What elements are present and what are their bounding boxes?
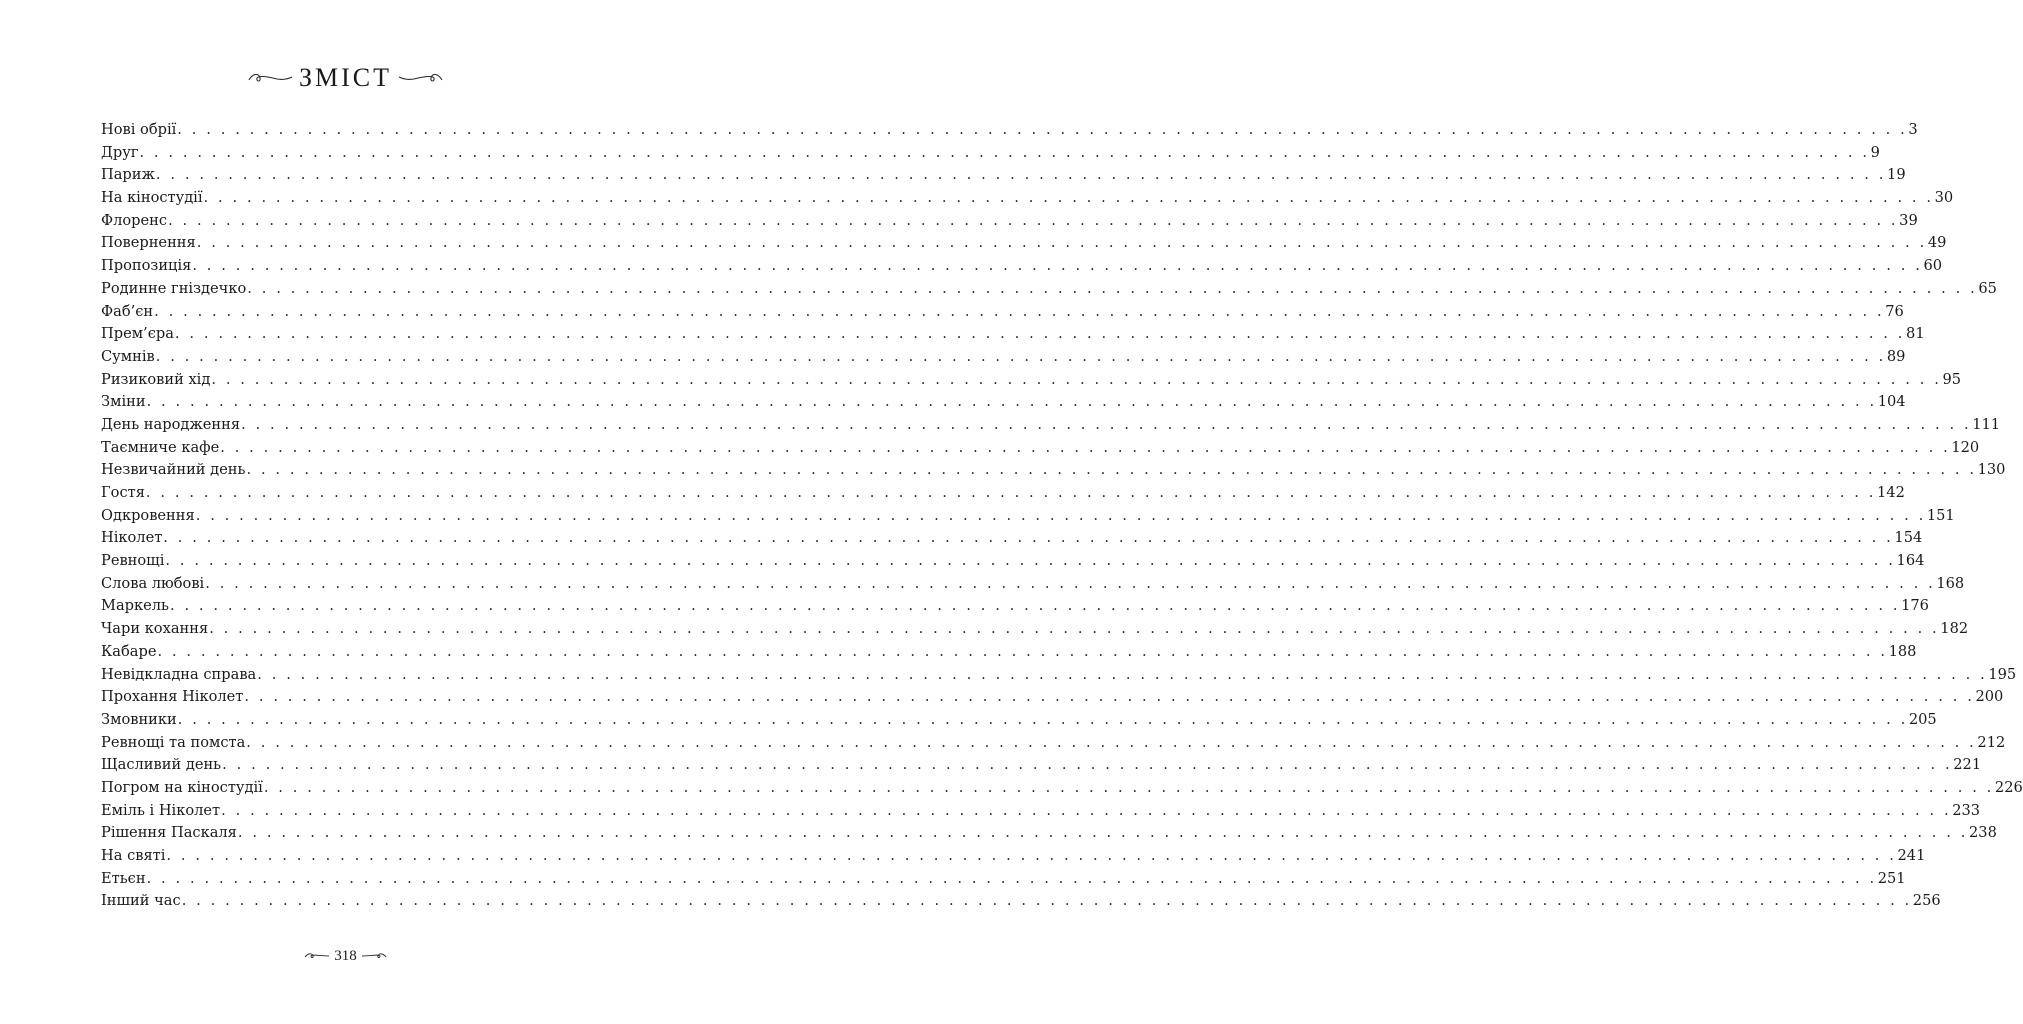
toc-entry [101,868,1906,891]
title-row [0,60,691,96]
toc-entry-page: 241 [1897,847,1926,864]
toc-dot-leader: . . . . . . . . . . . . . . . . . . . . . . . . . . . . . . . . . . . . . . . . . . . . . . . . . . . . . . . . . . . . . . . . . . . . . . . . . . . . . . . . . . . . . . . . . . . . . . . . . . . . . . . . . . . . . . . . . . . . . . . . [246,733,1977,751]
toc-entry [101,119,1918,142]
toc-entry [101,732,2006,755]
toc-entry-title: Одкровення [101,506,195,524]
toc-entry [101,414,2001,437]
page-number: 318 [334,947,357,964]
toc-entry-title: Рішення Паскаля [101,824,237,842]
toc-entry [101,527,1923,550]
toc-entry [101,142,1880,165]
toc-dot-leader: . . . . . . . . . . . . . . . . . . . . . . . . . . . . . . . . . . . . . . . . . . . . . . . . . . . . . . . . . . . . . . . . . . . . . . . . . . . . . . . . . . . . . . . . . . . . . . . . . . . . . . . . . . . . . . . . . . . . . . . . [263,778,1994,796]
toc-entry-page: 256 [1912,892,1941,910]
toc-dot-leader: . . . . . . . . . . . . . . . . . . . . . . . . . . . . . . . . . . . . . . . . . . . . . . . . . . . . . . . . . . . . . . . . . . . . . . . . . . . . . . . . . . . . . . . . . . . . . . . . . . . . . . . . . . . . . . . . . . . . . . . . [244,688,1975,706]
toc-entry-page: 200 [1975,688,2004,706]
toc-dot-leader: . . . . . . . . . . . . . . . . . . . . . . . . . . . . . . . . . . . . . . . . . . . . . . . . . . . . . . . . . . . . . . . . . . . . . . . . . . . . . . . . . . . . . . . . . . . . . . . . . . . . . . . . . . . . . . . . . . . . . . . . [241,415,1972,433]
toc-dot-leader: . . . . . . . . . . . . . . . . . . . . . . . . . . . . . . . . . . . . . . . . . . . . . . . . . . . . . . . . . . . . . . . . . . . . . . . . . . . . . . . . . . . . . . . . . . . . . . . . . . . . . . . . . . . . . . . . . . . . . . . . [163,529,1894,547]
toc-entry-title: Незвичайний день [101,461,246,479]
toc-entry-page: 120 [1951,438,1980,456]
toc-entry-title: Етьєн [101,869,146,887]
toc-entry [101,187,1954,210]
toc-entry-page: 164 [1896,552,1925,570]
toc-entry-page: 188 [1888,642,1917,660]
toc-entry-title: Слова любові [101,574,205,592]
toc-entry [101,346,1906,369]
toc-dot-leader: . . . . . . . . . . . . . . . . . . . . . . . . . . . . . . . . . . . . . . . . . . . . . . . . . . . . . . . . . . . . . . . . . . . . . . . . . . . . . . . . . . . . . . . . . . . . . . . . . . . . . . . . . . . . . . . . . . . . . . . . [246,461,1977,479]
toc-entry-page: 76 [1885,302,1904,320]
toc-entry-title: Маркель [101,597,169,615]
toc-dot-leader: . . . . . . . . . . . . . . . . . . . . . . . . . . . . . . . . . . . . . . . . . . . . . . . . . . . . . . . . . . . . . . . . . . . . . . . . . . . . . . . . . . . . . . . . . . . . . . . . . . . . . . . . . . . . . . . . . . . . . . . . [166,847,1897,864]
toc-dot-leader: . . . . . . . . . . . . . . . . . . . . . . . . . . . . . . . . . . . . . . . . . . . . . . . . . . . . . . . . . . . . . . . . . . . . . . . . . . . . . . . . . . . . . . . . . . . . . . . . . . . . . . . . . . . . . . . . . . . . . . . . [177,121,1908,138]
toc-entry-title: Сумнів [101,347,155,365]
toc-entry [101,210,1918,233]
toc-entry-title: Прем’єра [101,325,174,343]
toc-entry-title: Прохання Ніколет [101,688,244,706]
toc-entry-title: Друг [101,143,139,161]
toc-dot-leader: . . . . . . . . . . . . . . . . . . . . . . . . . . . . . . . . . . . . . . . . . . . . . . . . . . . . . . . . . . . . . . . . . . . . . . . . . . . . . . . . . . . . . . . . . . . . . . . . . . . . . . . . . . . . . . . . . . . . . . . . [257,665,1988,683]
toc-entry [101,278,1997,301]
toc-entry [101,800,1981,823]
toc-entry-page: 9 [1870,143,1880,161]
flourish-left-icon [247,71,293,85]
toc-entry [101,890,1941,913]
toc-entry-title: Ризиковий хід [101,370,211,388]
toc-entry [101,164,1906,187]
toc-entry-title: Інший час [101,892,181,910]
toc-entry-page: 251 [1877,869,1906,887]
toc-dot-leader: . . . . . . . . . . . . . . . . . . . . . . . . . . . . . . . . . . . . . . . . . . . . . . . . . . . . . . . . . . . . . . . . . . . . . . . . . . . . . . . . . . . . . . . . . . . . . . . . . . . . . . . . . . . . . . . . . . . . . . . . [154,302,1885,320]
toc-entry-page: 205 [1908,710,1937,728]
page-title: ЗМІСТ [298,63,393,92]
toc-dot-leader: . . . . . . . . . . . . . . . . . . . . . . . . . . . . . . . . . . . . . . . . . . . . . . . . . . . . . . . . . . . . . . . . . . . . . . . . . . . . . . . . . . . . . . . . . . . . . . . . . . . . . . . . . . . . . . . . . . . . . . . . [181,892,1912,910]
toc-entry-page: 81 [1906,325,1925,343]
toc-entry-page: 195 [1988,665,2017,683]
toc-entry-title: Нові обрії [101,121,177,138]
toc-entry-title: Зміни [101,393,146,411]
toc-dot-leader: . . . . . . . . . . . . . . . . . . . . . . . . . . . . . . . . . . . . . . . . . . . . . . . . . . . . . . . . . . . . . . . . . . . . . . . . . . . . . . . . . . . . . . . . . . . . . . . . . . . . . . . . . . . . . . . . . . . . . . . . [155,166,1887,184]
toc-entry [101,822,1997,845]
toc-dot-leader: . . . . . . . . . . . . . . . . . . . . . . . . . . . . . . . . . . . . . . . . . . . . . . . . . . . . . . . . . . . . . . . . . . . . . . . . . . . . . . . . . . . . . . . . . . . . . . . . . . . . . . . . . . . . . . . . . . . . . . . . [222,756,1953,774]
toc-entry-page: 212 [1977,733,2006,751]
toc-entry-page: 182 [1940,620,1969,638]
toc-entry-page: 49 [1927,234,1947,252]
toc-entry-title: Щасливий день [101,756,222,774]
toc-dot-leader: . . . . . . . . . . . . . . . . . . . . . . . . . . . . . . . . . . . . . . . . . . . . . . . . . . . . . . . . . . . . . . . . . . . . . . . . . . . . . . . . . . . . . . . . . . . . . . . . . . . . . . . . . . . . . . . . . . . . . . . . [192,257,1923,275]
toc-dot-leader: . . . . . . . . . . . . . . . . . . . . . . . . . . . . . . . . . . . . . . . . . . . . . . . . . . . . . . . . . . . . . . . . . . . . . . . . . . . . . . . . . . . . . . . . . . . . . . . . . . . . . . . . . . . . . . . . . . . . . . . . [209,620,1940,638]
toc-entry-page: 130 [1977,461,2006,479]
toc-entry-title: Таємниче кафе [101,438,220,456]
flourish-right-icon [398,71,444,85]
toc-entry-page: 30 [1934,189,1954,207]
toc-entry [101,709,1937,732]
toc-dot-leader: . . . . . . . . . . . . . . . . . . . . . . . . . . . . . . . . . . . . . . . . . . . . . . . . . . . . . . . . . . . . . . . . . . . . . . . . . . . . . . . . . . . . . . . . . . . . . . . . . . . . . . . . . . . . . . . . . . . . . . . . [247,279,1978,297]
toc-entry-page: 89 [1886,347,1906,365]
toc-entry-page: 19 [1887,166,1906,184]
toc-dot-leader: . . . . . . . . . . . . . . . . . . . . . . . . . . . . . . . . . . . . . . . . . . . . . . . . . . . . . . . . . . . . . . . . . . . . . . . . . . . . . . . . . . . . . . . . . . . . . . . . . . . . . . . . . . . . . . . . . . . . . . . . [195,506,1926,524]
toc-dot-leader: . . . . . . . . . . . . . . . . . . . . . . . . . . . . . . . . . . . . . . . . . . . . . . . . . . . . . . . . . . . . . . . . . . . . . . . . . . . . . . . . . . . . . . . . . . . . . . . . . . . . . . . . . . . . . . . . . . . . . . . . [203,189,1934,207]
toc-entry-title: Гостя [101,484,145,501]
toc-dot-leader: . . . . . . . . . . . . . . . . . . . . . . . . . . . . . . . . . . . . . . . . . . . . . . . . . . . . . . . . . . . . . . . . . . . . . . . . . . . . . . . . . . . . . . . . . . . . . . . . . . . . . . . . . . . . . . . . . . . . . . . . [145,484,1877,501]
toc-dot-leader: . . . . . . . . . . . . . . . . . . . . . . . . . . . . . . . . . . . . . . . . . . . . . . . . . . . . . . . . . . . . . . . . . . . . . . . . . . . . . . . . . . . . . . . . . . . . . . . . . . . . . . . . . . . . . . . . . . . . . . . . [211,370,1942,388]
page-footer [0,944,691,968]
toc-entry-title: На кіностудії [101,189,203,207]
toc-entry [101,595,1929,618]
toc-entry-title: Париж [101,166,155,184]
toc-entry-title: Флоренс [101,211,168,229]
toc-entry-page: 176 [1901,597,1929,615]
toc-dot-leader: . . . . . . . . . . . . . . . . . . . . . . . . . . . . . . . . . . . . . . . . . . . . . . . . . . . . . . . . . . . . . . . . . . . . . . . . . . . . . . . . . . . . . . . . . . . . . . . . . . . . . . . . . . . . . . . . . . . . . . . . [220,438,1951,456]
toc-entry [101,641,1917,664]
toc-dot-leader: . . . . . . . . . . . . . . . . . . . . . . . . . . . . . . . . . . . . . . . . . . . . . . . . . . . . . . . . . . . . . . . . . . . . . . . . . . . . . . . . . . . . . . . . . . . . . . . . . . . . . . . . . . . . . . . . . . . . . . . . [237,824,1968,842]
toc-entry-page: 104 [1877,393,1906,411]
toc-entry-title: Чари кохання [101,620,209,638]
toc-dot-leader: . . . . . . . . . . . . . . . . . . . . . . . . . . . . . . . . . . . . . . . . . . . . . . . . . . . . . . . . . . . . . . . . . . . . . . . . . . . . . . . . . . . . . . . . . . . . . . . . . . . . . . . . . . . . . . . . . . . . . . . . [165,552,1896,570]
toc-dot-leader: . . . . . . . . . . . . . . . . . . . . . . . . . . . . . . . . . . . . . . . . . . . . . . . . . . . . . . . . . . . . . . . . . . . . . . . . . . . . . . . . . . . . . . . . . . . . . . . . . . . . . . . . . . . . . . . . . . . . . . . . [146,869,1877,887]
toc-entry-title: Ревнощі [101,552,165,570]
toc-entry-page: 151 [1926,506,1955,524]
toc-entry-page: 95 [1942,370,1962,388]
toc-dot-leader: . . . . . . . . . . . . . . . . . . . . . . . . . . . . . . . . . . . . . . . . . . . . . . . . . . . . . . . . . . . . . . . . . . . . . . . . . . . . . . . . . . . . . . . . . . . . . . . . . . . . . . . . . . . . . . . . . . . . . . . . [146,393,1877,411]
toc-entry [101,255,1943,278]
toc-entry [101,550,1925,573]
toc-dot-leader: . . . . . . . . . . . . . . . . . . . . . . . . . . . . . . . . . . . . . . . . . . . . . . . . . . . . . . . . . . . . . . . . . . . . . . . . . . . . . . . . . . . . . . . . . . . . . . . . . . . . . . . . . . . . . . . . . . . . . . . . [196,234,1927,252]
toc-entry-title: Родинне гніздечко [101,279,247,297]
toc-entry [101,845,1926,868]
flourish-left-small-icon [304,952,330,960]
toc-entry-page: 3 [1908,121,1918,138]
toc-entry-page: 226 [1994,778,2023,796]
toc-entry-page: 111 [1972,415,2001,433]
toc-entry-page: 154 [1894,529,1923,547]
toc-entry-page: 238 [1969,824,1997,842]
toc-entry [101,754,1982,777]
toc-entry-title: Пропозиція [101,257,192,275]
toc-entry-page: 221 [1953,756,1982,774]
toc-entry [101,323,1925,346]
toc-entry-title: Ревнощі та помста [101,733,246,751]
toc-entry [101,437,1980,460]
toc-entry-title: Змовники [101,710,177,728]
toc-entry-title: Фаб’єн [101,302,154,320]
toc-entry [101,301,1904,324]
toc-entry [101,459,2006,482]
toc-entry-page: 39 [1899,211,1918,229]
table-of-contents [101,119,2023,913]
toc-entry [101,573,1965,596]
toc-dot-leader: . . . . . . . . . . . . . . . . . . . . . . . . . . . . . . . . . . . . . . . . . . . . . . . . . . . . . . . . . . . . . . . . . . . . . . . . . . . . . . . . . . . . . . . . . . . . . . . . . . . . . . . . . . . . . . . . . . . . . . . . [168,211,1899,229]
toc-dot-leader: . . . . . . . . . . . . . . . . . . . . . . . . . . . . . . . . . . . . . . . . . . . . . . . . . . . . . . . . . . . . . . . . . . . . . . . . . . . . . . . . . . . . . . . . . . . . . . . . . . . . . . . . . . . . . . . . . . . . . . . . [139,143,1870,161]
toc-entry-title: Погром на кіностудії [101,778,263,796]
toc-dot-leader: . . . . . . . . . . . . . . . . . . . . . . . . . . . . . . . . . . . . . . . . . . . . . . . . . . . . . . . . . . . . . . . . . . . . . . . . . . . . . . . . . . . . . . . . . . . . . . . . . . . . . . . . . . . . . . . . . . . . . . . . [155,347,1886,365]
toc-entry-page: 233 [1952,801,1981,819]
toc-entry-title: Еміль і Ніколет [101,801,221,819]
toc-entry-page: 168 [1936,574,1965,592]
toc-dot-leader: . . . . . . . . . . . . . . . . . . . . . . . . . . . . . . . . . . . . . . . . . . . . . . . . . . . . . . . . . . . . . . . . . . . . . . . . . . . . . . . . . . . . . . . . . . . . . . . . . . . . . . . . . . . . . . . . . . . . . . . . [169,597,1901,615]
flourish-right-small-icon [361,952,387,960]
toc-entry [101,482,1905,505]
toc-entry-title: Невідкладна справа [101,665,257,683]
toc-entry [101,686,2004,709]
toc-entry-title: День народження [101,415,241,433]
toc-dot-leader: . . . . . . . . . . . . . . . . . . . . . . . . . . . . . . . . . . . . . . . . . . . . . . . . . . . . . . . . . . . . . . . . . . . . . . . . . . . . . . . . . . . . . . . . . . . . . . . . . . . . . . . . . . . . . . . . . . . . . . . . [221,801,1952,819]
toc-entry [101,618,1969,641]
toc-dot-leader: . . . . . . . . . . . . . . . . . . . . . . . . . . . . . . . . . . . . . . . . . . . . . . . . . . . . . . . . . . . . . . . . . . . . . . . . . . . . . . . . . . . . . . . . . . . . . . . . . . . . . . . . . . . . . . . . . . . . . . . . [174,325,1906,343]
toc-entry [101,505,1955,528]
toc-entry-title: Повернення [101,234,196,252]
toc-entry [101,664,2017,687]
toc-entry-page: 65 [1978,279,1997,297]
toc-entry-title: На святі [101,847,166,864]
toc-entry-page: 142 [1877,484,1905,501]
toc-entry [101,369,1962,392]
toc-dot-leader: . . . . . . . . . . . . . . . . . . . . . . . . . . . . . . . . . . . . . . . . . . . . . . . . . . . . . . . . . . . . . . . . . . . . . . . . . . . . . . . . . . . . . . . . . . . . . . . . . . . . . . . . . . . . . . . . . . . . . . . . [177,710,1908,728]
toc-dot-leader: . . . . . . . . . . . . . . . . . . . . . . . . . . . . . . . . . . . . . . . . . . . . . . . . . . . . . . . . . . . . . . . . . . . . . . . . . . . . . . . . . . . . . . . . . . . . . . . . . . . . . . . . . . . . . . . . . . . . . . . . [157,642,1888,660]
toc-entry [101,232,1947,255]
toc-dot-leader: . . . . . . . . . . . . . . . . . . . . . . . . . . . . . . . . . . . . . . . . . . . . . . . . . . . . . . . . . . . . . . . . . . . . . . . . . . . . . . . . . . . . . . . . . . . . . . . . . . . . . . . . . . . . . . . . . . . . . . . . [205,574,1936,592]
toc-entry-title: Ніколет [101,529,163,547]
toc-entry-title: Кабаре [101,642,157,660]
toc-entry-page: 60 [1923,257,1943,275]
toc-entry [101,777,2023,800]
toc-entry [101,391,1906,414]
